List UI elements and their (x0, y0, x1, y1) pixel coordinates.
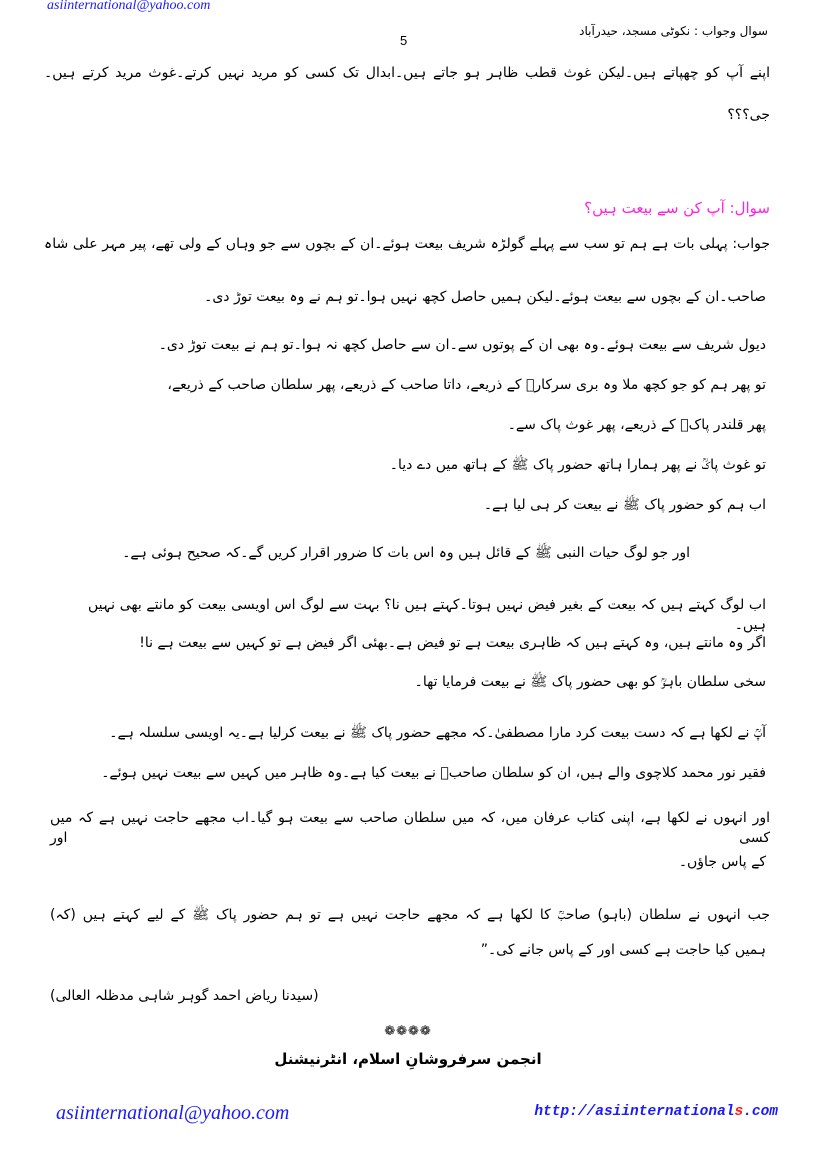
answer-line: فقیر نور محمد کلاچوی والے ہیں، ان کو سلطان صاحبؒ نے بیعت کیا ہے۔وہ ظاہر میں کہیں سے بیعت نہیں ہوئے۔ (101, 765, 766, 781)
answer-line: ہمیں کیا حاجت ہے کسی اور کے پاس جانے کی۔” (480, 942, 766, 958)
answer-line: سخی سلطان باہوؒ کو بھی حضور پاک ﷺ نے بیعت فرمایا تھا۔ (414, 674, 766, 690)
paragraph-line: جی؟؟؟ (727, 107, 770, 123)
answer-line: اب لوگ کہتے ہیں کہ بیعت کے بغیر فیض نہیں ہوتا۔کہتے ہیں نا؟ بہت سے لوگ اس اویسی بیعت کو مانتے بھی نہیں ہیں۔ (88, 597, 766, 633)
header-email[interactable]: asiinternational@yahoo.com (47, 0, 211, 13)
page-number: 5 (400, 33, 408, 48)
answer-line: جواب: پہلی بات ہے ہم تو سب سے پہلے گولڑہ شریف بیعت ہوئے۔ان کے بچوں سے جو وہاں کے ولی تھے، پیر مہر علی شاہ (44, 236, 770, 252)
answer-line: صاحب۔ان کے بچوں سے بیعت ہوئے۔لیکن ہمیں حاصل کچھ نہیں ہوا۔تو ہم نے وہ بیعت توڑ دی۔ (204, 289, 766, 305)
url-suffix: .com (743, 1104, 778, 1120)
answer-line: تو غوث پاکؒ نے پھر ہمارا ہاتھ حضور پاک ﷺ کے ہاتھ میں دے دیا۔ (389, 457, 766, 473)
answer-line: اگر وہ مانتے ہیں، وہ کہتے ہیں کہ ظاہری بیعت ہے تو فیض ہے۔بھئی اگر فیض ہے تو کہیں سے بیعت ہے نا! (139, 635, 766, 651)
url-highlight: s (734, 1104, 744, 1120)
attribution: (سیدنا ریاض احمد گوہر شاہی مدظلہ العالی) (50, 988, 319, 1004)
running-header-title: سوال وجواب : نکوٹی مسجد، حیدرآباد (579, 24, 768, 38)
question-heading: سوال: آپ کن سے بیعت ہیں؟ (584, 199, 770, 217)
organization-name: انجمن سرفروشانِ اسلام، انٹرنیشنل (274, 1050, 542, 1068)
answer-line: کے پاس جاؤں۔ (678, 854, 766, 870)
footer-website-link[interactable] (534, 1104, 778, 1120)
answer-line: اب ہم کو حضور پاک ﷺ نے بیعت کر ہی لیا ہے۔ (483, 497, 766, 513)
answer-line: جب انہوں نے سلطان (باہو) صاحبؒ کا لکھا ہے کہ مجھے حاجت نہیں ہے تو ہم حضور پاک ﷺ کے لیے کہتے ہیں (کہ) (50, 907, 770, 923)
answer-line: پھر قلندر پاکؒ کے ذریعے، پھر غوث پاک سے۔ (507, 417, 766, 433)
answer-line: اور انہوں نے لکھا ہے، اپنی کتاب عرفان میں، کہ میں سلطان صاحب سے بیعت ہو گیا۔اب مجھے حاجت نہیں ہے کہ میں کسی اور (50, 810, 770, 846)
ornament-stars-icon: ❁❁❁❁ (384, 1024, 432, 1039)
answer-line: اور جو لوگ حیات النبی ﷺ کے قائل ہیں وہ اس بات کا ضرور اقرار کریں گے۔کہ صحیح ہوئی ہے۔ (122, 545, 690, 561)
footer-email-link[interactable]: asiinternational@yahoo.com (56, 1102, 290, 1124)
answer-line: دیول شریف سے بیعت ہوئے۔وہ بھی ان کے پوتوں سے۔ان سے حاصل کچھ نہ ہوا۔تو ہم نے بیعت توڑ دی۔ (158, 337, 766, 353)
paragraph-line: اپنے آپ کو چھپاتے ہیں۔لیکن غوث قطب ظاہر ہو جاتے ہیں۔ابدال تک کسی کو مرید نہیں کرتے۔غوث مرید کرتے ہیں۔ (44, 65, 770, 81)
answer-line: آپؒ نے لکھا ہے کہ دست بیعت کرد مارا مصطفیٰ۔کہ مجھے حضور پاک ﷺ نے بیعت کرلیا ہے۔یہ اویسی سلسلہ ہے۔ (109, 725, 766, 741)
answer-line: تو پھر ہم کو جو کچھ ملا وہ بری سرکارؒ کے ذریعے، داتا صاحب کے ذریعے، پھر سلطان صاحب کے ذریعے، (167, 377, 766, 393)
url-prefix: http://asiinternational (534, 1104, 735, 1120)
